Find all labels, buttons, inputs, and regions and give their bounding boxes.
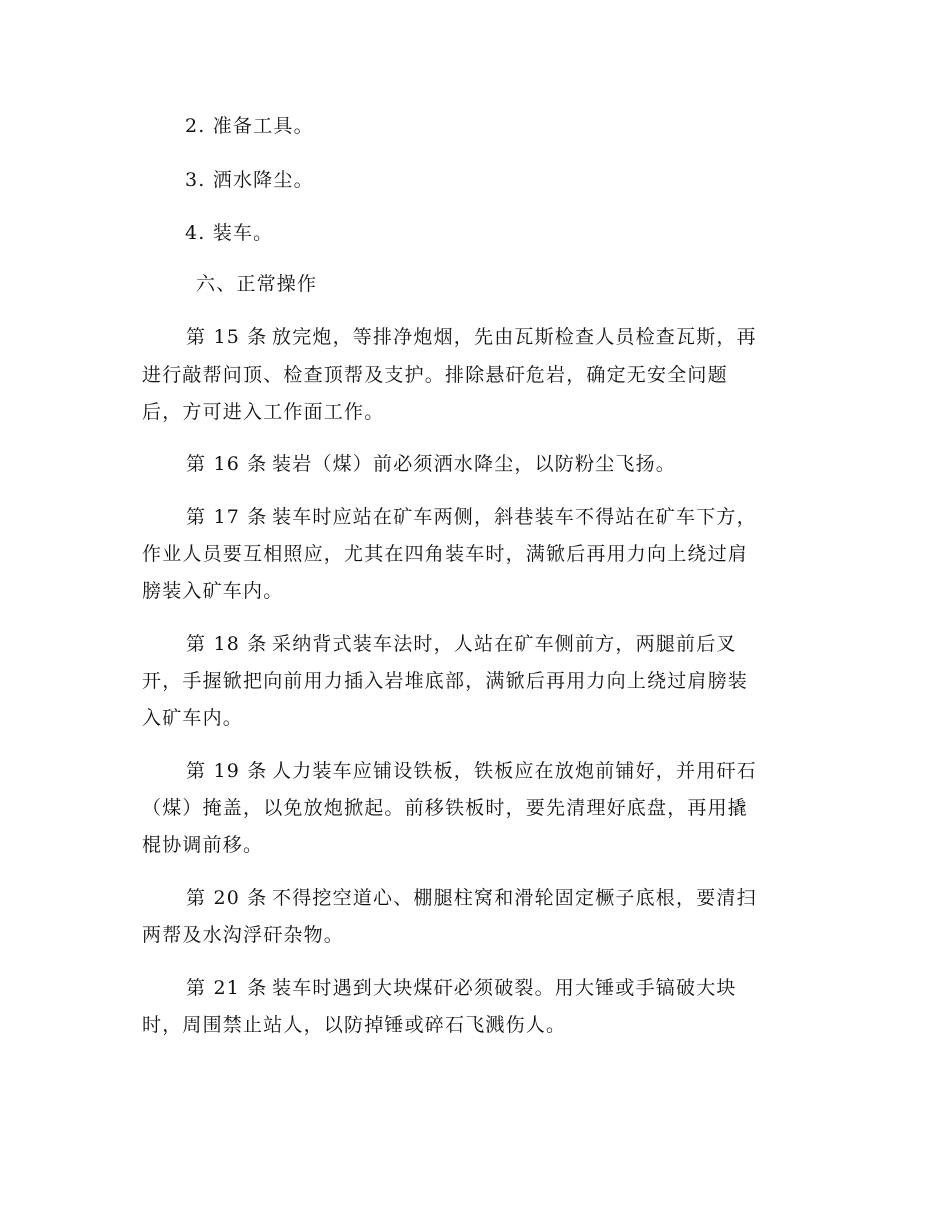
article-label: 第 18 条 [186, 633, 268, 655]
article-text-line: 进行敲帮问顶、检查顶帮及支护。排除悬矸危岩，确定无安全问题 [142, 364, 728, 386]
article-label: 第 20 条 [186, 887, 268, 909]
article-text-line: 两帮及水沟浮矸杂物。 [142, 924, 345, 946]
article-text-line: 时，周围禁止站人，以防掉锤或碎石飞溅伤人。 [142, 1014, 567, 1036]
article-text-line: 放完炮，等排净炮烟，先由瓦斯检查人员检查瓦斯，再 [272, 326, 757, 348]
article-text-line: 棍协调前移。 [142, 834, 264, 856]
article-label: 第 16 条 [186, 453, 268, 475]
article-label: 第 19 条 [186, 760, 268, 782]
article-label: 第 17 条 [186, 506, 268, 528]
list-item: 2. 准备工具。 [185, 115, 314, 137]
article-text-line: 装车时应站在矿车两侧，斜巷装车不得站在矿车下方， [272, 506, 757, 528]
article-label: 第 15 条 [186, 326, 268, 348]
section-heading: 六、正常操作 [196, 273, 318, 295]
article-text-line: 采纳背式装车法时，人站在矿车侧前方，两腿前后叉 [272, 633, 737, 655]
article-text-line: 人力装车应铺设铁板，铁板应在放炮前铺好，并用矸石 [272, 760, 757, 782]
article-text-line: 开，手握锨把向前用力插入岩堆底部，满锨后再用力向上绕过肩膀装 [142, 670, 749, 692]
article-label: 第 21 条 [186, 977, 268, 999]
article-text-line: 作业人员要互相照应，尤其在四角装车时，满锨后再用力向上绕过肩 [142, 543, 749, 565]
article-text-line: 装岩（煤）前必须洒水降尘，以防粉尘飞扬。 [272, 453, 677, 475]
article-text-line: 膀装入矿车内。 [142, 580, 284, 602]
article-text-line: 入矿车内。 [142, 707, 244, 729]
article-text-line: 后，方可进入工作面工作。 [142, 401, 385, 423]
article-text-line: （煤）掩盖，以免放炮掀起。前移铁板时，要先清理好底盘，再用撬 [142, 797, 749, 819]
article-text-line: 不得挖空道心、棚腿柱窝和滑轮固定橛子底根，要清扫 [272, 887, 757, 909]
article-text-line: 装车时遇到大块煤矸必须破裂。用大锤或手镐破大块 [272, 977, 737, 999]
list-item: 3. 洒水降尘。 [185, 169, 314, 191]
list-item: 4. 装车。 [185, 222, 274, 244]
